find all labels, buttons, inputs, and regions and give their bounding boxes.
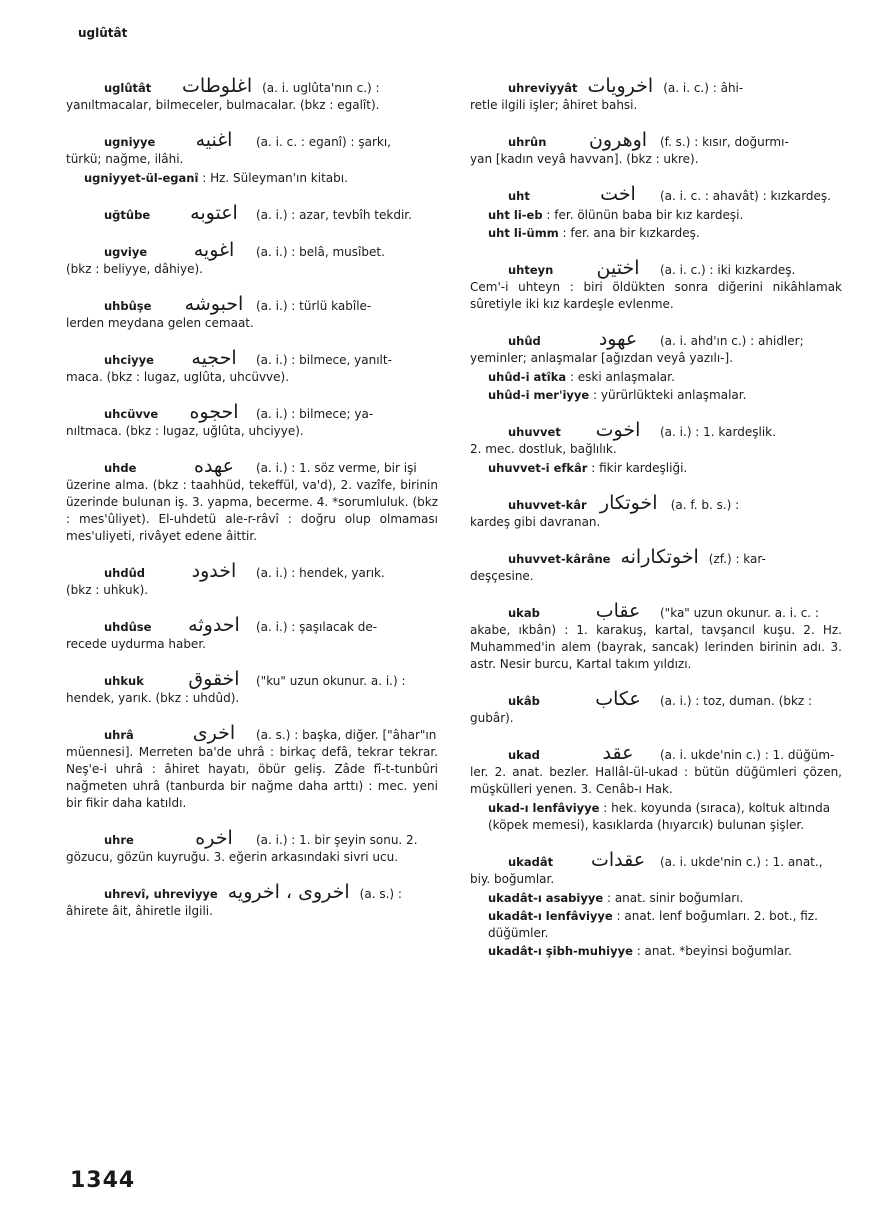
arabic-script: اغنيه	[195, 129, 233, 151]
definition: retle ilgili işler; âhiret bahsi.	[470, 98, 638, 112]
subentry-term: uht li-eb	[488, 208, 543, 222]
entry-first-line	[66, 75, 438, 97]
subentry	[488, 460, 842, 477]
arabic-script: احبوشه	[184, 293, 244, 315]
dictionary-entry	[470, 257, 842, 313]
entry-first-line	[66, 827, 438, 849]
grammar-info: (a. i. uglûta'nın c.) :	[262, 81, 380, 95]
subentry-definition: anat. lenf boğumları. 2. bot., fiz. düğümler.	[488, 909, 818, 940]
headword: uhuvvet-kâr	[508, 498, 587, 512]
grammar-info: (a. s.) :	[359, 887, 402, 901]
grammar-info: (a. i. c. : eganî) : şarkı,	[256, 135, 391, 149]
dictionary-entry	[66, 614, 438, 653]
entry-first-line	[470, 257, 842, 279]
grammar-info: (a. i.) : azar, tevbîh tekdir.	[256, 208, 412, 222]
grammar-info: ("ka" uzun okunur. a. i. c. :	[660, 606, 819, 620]
separator: :	[198, 171, 211, 185]
subentry-term: ukad-ı lenfâviyye	[488, 801, 600, 815]
entry-first-line	[66, 455, 438, 477]
running-header: uglûtât	[78, 26, 128, 40]
entry-first-line	[470, 742, 842, 764]
arabic-script: اخوت	[595, 419, 641, 441]
grammar-info: (a. i. ahd'ın c.) : ahidler;	[660, 334, 804, 348]
arabic-script: عهده	[193, 455, 235, 477]
arabic-script: اخوتكار	[599, 492, 658, 514]
dictionary-entry	[470, 546, 842, 585]
grammar-info: (a. i.) : 1. kardeşlik.	[660, 425, 776, 439]
subentry-term: uhûd-i atîka	[488, 370, 567, 384]
headword: uhdûse	[104, 620, 152, 634]
entry-first-line	[66, 722, 438, 744]
separator: :	[558, 226, 571, 240]
dictionary-entry	[470, 328, 842, 404]
grammar-info: (a. i.) : belâ, musîbet.	[256, 245, 385, 259]
subentries	[470, 207, 842, 242]
grammar-info: (a. i. c. : ahavât) : kızkardeş.	[660, 189, 831, 203]
subentry	[84, 170, 438, 187]
dictionary-entry	[66, 293, 438, 332]
subentry	[488, 943, 842, 960]
definition: türkü; nağme, ilâhi.	[66, 152, 184, 166]
definition: (bkz : beliyye, dâhiye).	[66, 262, 203, 276]
headword: ukâb	[508, 694, 540, 708]
headword: ukadât	[508, 855, 554, 869]
grammar-info: (a. i. c.) : âhi-	[663, 81, 744, 95]
definition: biy. boğumlar.	[470, 872, 555, 886]
headword: uğtûbe	[104, 208, 151, 222]
definition: akabe, ıkbân) : 1. karakuş, kartal, tavşancıl kuşu. 2. Hz. Muhammed'in alem (bayrak, sancak) lerinden birinin adı. 3. astr. Nesir burcu, Kartal takım yıldızı.	[470, 623, 842, 671]
definition: maca. (bkz : lugaz, uglûta, uhcüvve).	[66, 370, 290, 384]
grammar-info: (a. i.) : şaşılacak de-	[256, 620, 378, 634]
entry-first-line	[66, 401, 438, 423]
definition: kardeş gibi davranan.	[470, 515, 601, 529]
arabic-script: اخقوق	[188, 668, 240, 690]
entry-first-line	[470, 183, 842, 205]
dictionary-entry	[66, 455, 438, 545]
arabic-script: اوهرون	[588, 129, 648, 151]
headword: uhbûşe	[104, 299, 152, 313]
dictionary-entry	[66, 560, 438, 599]
page-number: 1344	[70, 1168, 136, 1193]
definition: deşçesine.	[470, 569, 534, 583]
dictionary-entry	[470, 183, 842, 242]
subentry	[488, 225, 842, 242]
subentry-definition: anat. *beyinsi boğumlar.	[644, 944, 792, 958]
subentries	[470, 460, 842, 477]
definition: âhirete âit, âhiretle ilgili.	[66, 904, 213, 918]
dictionary-entry	[66, 202, 438, 224]
definition: nıltmaca. (bkz : lugaz, uğlûta, uhciyye).	[66, 424, 304, 438]
arabic-script: عهود	[598, 328, 638, 350]
separator: :	[542, 208, 555, 222]
definition: (bkz : uhkuk).	[66, 583, 149, 597]
subentry-term: ugniyyet-ül-eganî	[84, 171, 199, 185]
headword: ugniyye	[104, 135, 156, 149]
separator: :	[589, 388, 601, 402]
separator: :	[612, 909, 625, 923]
entry-first-line	[66, 129, 438, 151]
entry-first-line	[66, 347, 438, 369]
entry-first-line	[66, 614, 438, 636]
left-column	[66, 75, 438, 938]
dictionary-entry	[470, 129, 842, 168]
dictionary-entry	[470, 492, 842, 531]
arabic-script: اخرى	[192, 722, 236, 744]
dictionary-entry	[66, 75, 438, 114]
definition: 2. mec. dostluk, bağlılık.	[470, 442, 617, 456]
subentry-definition: yürürlükteki anlaşmalar.	[600, 388, 747, 402]
definition: lerden meydana gelen cemaat.	[66, 316, 254, 330]
subentry-term: uhuvvet-i efkâr	[488, 461, 588, 475]
headword: ukab	[508, 606, 540, 620]
grammar-info: (a. i.) : türlü kabîle-	[256, 299, 372, 313]
definition: yeminler; anlaşmalar [ağızdan veyâ yazılı-].	[470, 351, 734, 365]
subentry-term: ukadât-ı şibh-muhiyye	[488, 944, 633, 958]
subentries	[66, 170, 438, 187]
grammar-info: (a. i.) : bilmece; ya-	[256, 407, 374, 421]
subentry-definition: eski anlaşmalar.	[577, 370, 675, 384]
headword: uhrevî, uhreviyye	[104, 887, 218, 901]
grammar-info: (a. s.) : başka, diğer. ["âhar"ın	[256, 728, 437, 742]
dictionary-entry	[470, 688, 842, 727]
subentry-term: ukadât-ı asabiyye	[488, 891, 604, 905]
grammar-info: (f. s.) : kısır, doğurmı-	[660, 135, 789, 149]
headword: uhre	[104, 833, 134, 847]
dictionary-entry	[66, 347, 438, 386]
entry-first-line	[66, 668, 438, 690]
headword: ukad	[508, 748, 540, 762]
headword: uhde	[104, 461, 137, 475]
right-column	[470, 75, 842, 978]
dictionary-entry	[66, 239, 438, 278]
entry-first-line	[470, 419, 842, 441]
grammar-info: (a. i.) : toz, duman. (bkz :	[660, 694, 813, 708]
subentry-definition: Hz. Süleyman'ın kitabı.	[210, 171, 348, 185]
grammar-info: (a. i.) : hendek, yarık.	[256, 566, 385, 580]
grammar-info: (a. i. ukde'nin c.) : 1. düğüm-	[660, 748, 835, 762]
arabic-script: اخوتكارانه	[620, 546, 699, 568]
arabic-script: اخره	[195, 827, 233, 849]
grammar-info: ("ku" uzun okunur. a. i.) :	[256, 674, 406, 688]
entry-first-line	[470, 129, 842, 151]
entry-first-line	[470, 600, 842, 622]
subentry	[488, 800, 842, 834]
definition: gözucu, gözün kuyruğu. 3. eğerin arkasındaki sivri ucu.	[66, 850, 399, 864]
subentry-definition: hek. koyunda (sıraca), koltuk altında (köpek memesi), kasıklarda (hıyarcık) bulunan şişler.	[488, 801, 831, 832]
arabic-script: اعتوبه	[190, 202, 238, 224]
entry-first-line	[66, 881, 438, 903]
arabic-script: اخت	[600, 183, 636, 205]
grammar-info: (a. i.) : 1. söz verme, bir işi	[256, 461, 417, 475]
arabic-script: احجيه	[191, 347, 237, 369]
definition: recede uydurma haber.	[66, 637, 206, 651]
subentry	[488, 207, 842, 224]
headword: uhuvvet	[508, 425, 561, 439]
entry-first-line	[470, 328, 842, 350]
subentry	[488, 890, 842, 907]
grammar-info: (a. i.) : bilmece, yanılt-	[256, 353, 392, 367]
dictionary-entry	[66, 401, 438, 440]
definition: Cem'-i uhteyn : biri öldükten sonra diğerini nikâhlamak sûretiyle iki kız kardeşle evlenme.	[470, 280, 842, 311]
headword: uhrâ	[104, 728, 134, 742]
entry-first-line	[470, 849, 842, 871]
arabic-script: احدوثه	[188, 614, 240, 636]
headword: uhteyn	[508, 263, 554, 277]
arabic-script: عكاب	[595, 688, 641, 710]
grammar-info: (a. i.) : 1. bir şeyin sonu. 2.	[256, 833, 418, 847]
arabic-script: اخرويات	[587, 75, 654, 97]
entry-first-line	[66, 560, 438, 582]
entry-first-line	[66, 239, 438, 261]
grammar-info: (a. i. c.) : iki kızkardeş.	[660, 263, 796, 277]
definition: hendek, yarık. (bkz : uhdûd).	[66, 691, 240, 705]
subentries	[470, 890, 842, 960]
definition: müennesi]. Merreten ba'de uhrâ : birkaç defâ, tekrar tekrar. Neş'e-i uhrâ : âhiret hayatı, öbür geliş. Zâde fî-t-tunbûri nağmeten uhrâ (tanburda bir nağme daha arttı) : mec. yeni bir fikir daha katıldı.	[66, 745, 438, 810]
dictionary-entry	[66, 722, 438, 812]
separator: :	[632, 944, 645, 958]
arabic-script: اختين	[596, 257, 640, 279]
headword: uhdûd	[104, 566, 146, 580]
headword: uhuvvet-kârâne	[508, 552, 611, 566]
dictionary-entry	[66, 129, 438, 187]
dictionary-entry	[470, 419, 842, 477]
headword: uhkuk	[104, 674, 144, 688]
entry-first-line	[470, 546, 842, 568]
dictionary-entry	[470, 849, 842, 960]
subentry	[488, 387, 842, 404]
subentry-definition: anat. sinir boğumları.	[614, 891, 744, 905]
subentries	[470, 800, 842, 834]
arabic-script: اغلوطات	[182, 75, 253, 97]
dictionary-entry	[66, 827, 438, 866]
subentry	[488, 908, 842, 942]
separator: :	[599, 801, 612, 815]
grammar-info: (a. i. ukde'nin c.) : 1. anat.,	[660, 855, 823, 869]
entry-first-line	[470, 75, 842, 97]
definition: üzerine alma. (bkz : taahhüd, tekeffül, va'd), 2. vazîfe, birinin üzerinde bulunan iş. 3. yapma, becerme. 4. *sorumluluk. (bkz : mes'ûliyet). El-uhdetü ale-r-râvî : doğru olup olmaması mes'uliyeti, rivâyet edene âittir.	[66, 478, 438, 543]
subentries	[470, 369, 842, 404]
dictionary-entry	[66, 881, 438, 920]
arabic-script: اخدود	[191, 560, 237, 582]
subentry-definition: fikir kardeşliği.	[599, 461, 688, 475]
subentry-term: uht li-ümm	[488, 226, 559, 240]
subentry	[488, 369, 842, 386]
headword: uhrûn	[508, 135, 547, 149]
grammar-info: (a. f. b. s.) :	[670, 498, 740, 512]
arabic-script: عقدات	[590, 849, 646, 871]
dictionary-entry	[470, 75, 842, 114]
headword: uglûtât	[104, 81, 152, 95]
grammar-info: (zf.) : kar-	[708, 552, 766, 566]
separator: :	[603, 891, 615, 905]
headword: uht	[508, 189, 530, 203]
headword: uhûd	[508, 334, 541, 348]
headword: uhcüvve	[104, 407, 159, 421]
arabic-script: احجوه	[189, 401, 239, 423]
arabic-script: اغويه	[193, 239, 235, 261]
headword: ugviye	[104, 245, 148, 259]
headword: uhreviyyât	[508, 81, 578, 95]
entry-first-line	[66, 202, 438, 224]
arabic-script: عقد	[602, 742, 634, 764]
definition: ler. 2. anat. bezler. Hallâl-ül-ukad : bütün düğümleri çözen, müşkülleri yenen. 3. Cenâb-ı Hak.	[470, 765, 842, 796]
definition: yanıltmacalar, bilmeceler, bulmacalar. (bkz : egalît).	[66, 98, 380, 112]
dictionary-entry	[470, 600, 842, 673]
headword: uhciyye	[104, 353, 154, 367]
dictionary-entry	[66, 668, 438, 707]
subentry-term: ukadât-ı lenfâviyye	[488, 909, 613, 923]
entry-first-line	[66, 293, 438, 315]
arabic-script: عقاب	[595, 600, 641, 622]
subentry-definition: fer. ölünün baba bir kız kardeşi.	[554, 208, 744, 222]
definition: yan [kadın veyâ havvan]. (bkz : ukre).	[470, 152, 699, 166]
entry-first-line	[470, 688, 842, 710]
dictionary-entry	[470, 742, 842, 834]
separator: :	[566, 370, 578, 384]
entry-first-line	[470, 492, 842, 514]
subentry-definition: fer. ana bir kızkardeş.	[570, 226, 700, 240]
subentry-term: uhûd-i mer'iyye	[488, 388, 590, 402]
arabic-script: اخروى ، اخرويه	[227, 881, 350, 903]
definition: gubâr).	[470, 711, 514, 725]
separator: :	[587, 461, 600, 475]
